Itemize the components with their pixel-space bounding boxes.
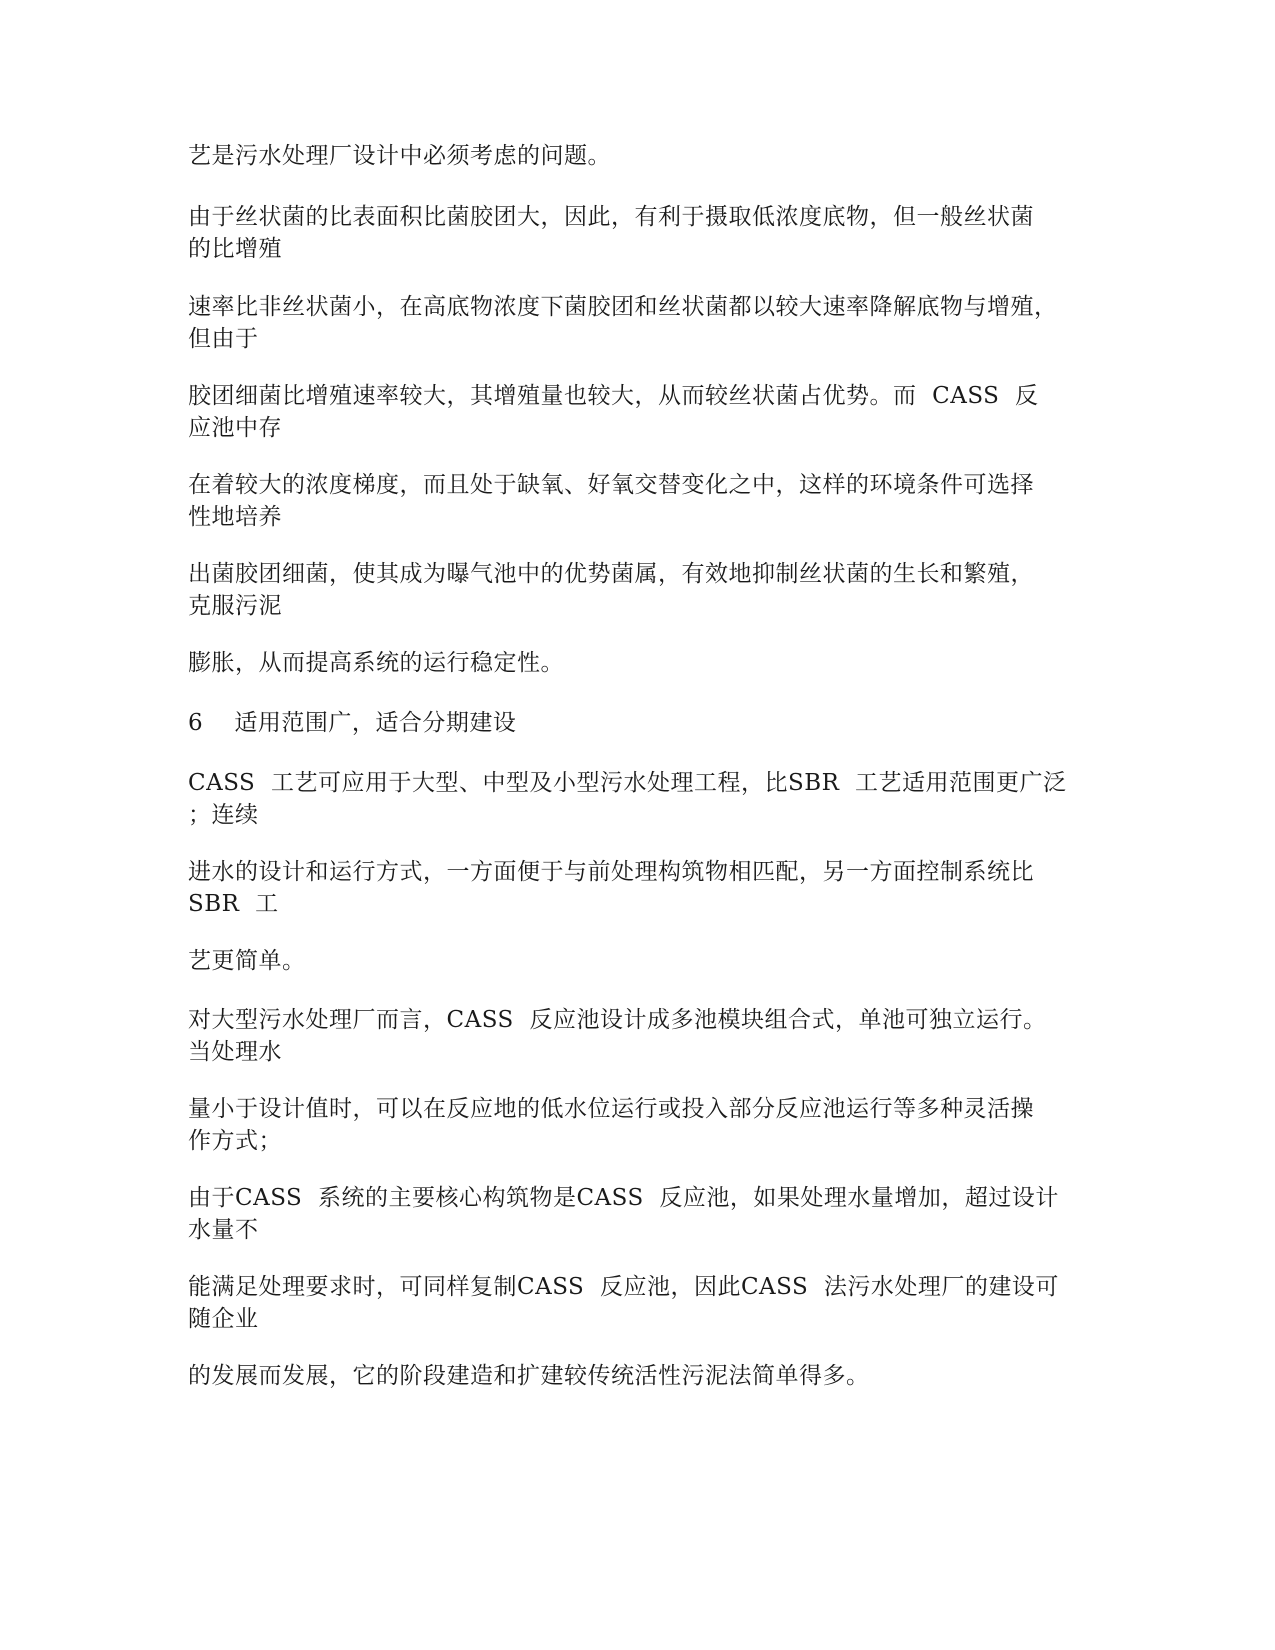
paragraph: 进水的设计和运行方式，一方面便于与前处理构筑物相匹配，另一方面控制系统比 SBR 工	[188, 859, 1034, 917]
paragraph: 由于丝状菌的比表面积比菌胶团大，因此，有利于摄取低浓度底物，但一般丝状菌 的比增殖	[188, 204, 1034, 262]
paragraph: 能满足处理要求时，可同样复制CASS 反应池，因此CASS 法污水处理厂的建设可 随企业	[188, 1274, 1059, 1332]
section-heading: 6 适用范围广，适合分期建设	[188, 710, 517, 736]
paragraph: 胶团细菌比增殖速率较大，其增殖量也较大，从而较丝状菌占优势。而 CASS 反 应池中存	[188, 383, 1039, 441]
paragraph: 对大型污水处理厂而言，CASS 反应池设计成多池模块组合式，单池可独立运行。 当处理水	[188, 1007, 1047, 1065]
paragraph: 由于CASS 系统的主要核心构筑物是CASS 反应池，如果处理水量增加，超过设计 水量不	[188, 1185, 1059, 1243]
paragraph: 量小于设计值时，可以在反应地的低水位运行或投入部分反应池运行等多种灵活操 作方式；	[188, 1096, 1034, 1154]
paragraph: CASS 工艺可应用于大型、中型及小型污水处理工程，比SBR 工艺适用范围更广泛 ；连续	[188, 770, 1067, 828]
paragraph: 出菌胶团细菌，使其成为曝气池中的优势菌属，有效地抑制丝状菌的生长和繁殖， 克服污泥	[188, 561, 1034, 619]
paragraph: 艺更简单。	[188, 948, 306, 974]
paragraph: 速率比非丝状菌小，在高底物浓度下菌胶团和丝状菌都以较大速率降解底物与增殖， 但由于	[188, 294, 1058, 352]
paragraph: 的发展而发展，它的阶段建造和扩建较传统活性污泥法简单得多。	[188, 1363, 870, 1389]
paragraph: 膨胀，从而提高系统的运行稳定性。	[188, 650, 564, 676]
paragraph: 在着较大的浓度梯度，而且处于缺氧、好氧交替变化之中，这样的环境条件可选择 性地培养	[188, 472, 1034, 530]
paragraph: 艺是污水处理厂设计中必须考虑的问题。	[188, 143, 611, 169]
